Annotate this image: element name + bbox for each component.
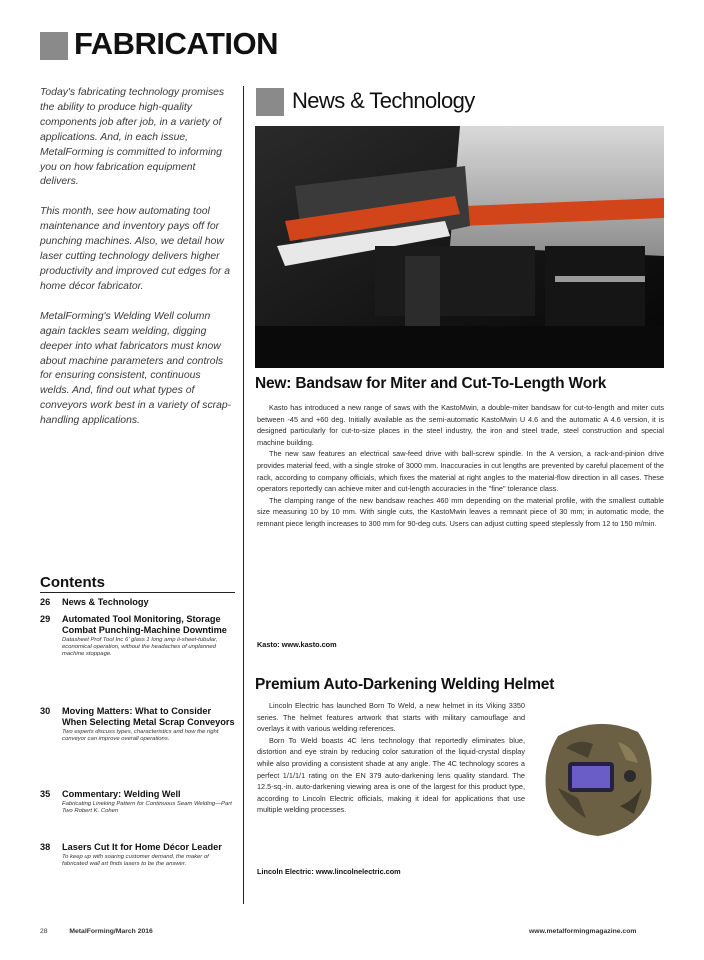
bandsaw-photo bbox=[255, 126, 664, 368]
contents-page-number: 38 bbox=[40, 842, 51, 852]
article2-paragraph-1: Lincoln Electric has launched Born To Weld, a new helmet in its Viking 3350 series. The helmet features artwork that starts with military camouflage and overlays it with various welding references. bbox=[257, 701, 525, 734]
contents-item-title: Moving Matters: What to Consider When Selecting Metal Scrap Conveyors bbox=[62, 706, 235, 727]
contents-item[interactable] bbox=[40, 614, 235, 659]
contents-item-desc: Two experts discuss types, characteristics and how the right conveyor can improve overall operations. bbox=[62, 729, 219, 743]
footer-magazine: MetalForming/March 2016 bbox=[69, 928, 153, 935]
intro-paragraph-1: Today's fabricating technology promises the ability to produce high-quality components job after job, in a variety of applications. And, in each issue, MetalForming is committed to informing you on how fabrication equipment delivers. bbox=[40, 87, 225, 188]
footer-url[interactable]: www.metalformingmagazine.com bbox=[529, 928, 637, 935]
section-marker bbox=[40, 32, 68, 60]
contents-item[interactable] bbox=[40, 597, 235, 608]
contents-page-number: 29 bbox=[40, 614, 51, 624]
contents-item-desc: Fabricating Lineking Pattern for Continuous Seam Welding—Part Two Robert K. Cohen bbox=[62, 801, 232, 815]
contents-page-number: 35 bbox=[40, 789, 51, 799]
article1-paragraph-3: The clamping range of the new bandsaw reaches 460 mm depending on the material profile, with the smallest cuttable size measuring 10 by 10 mm. With single cuts, the KastoMwin leaves a remnant piece of 30 mm; in automatic mode, the remnant piece length increases to 300 mm for 90-deg cuts. Users can adjust cutting speed steplessly from 12 to 150 m/min. bbox=[257, 495, 664, 528]
article2-title: Premium Auto-Darkening Welding Helmet bbox=[255, 676, 555, 693]
section-title: FABRICATION bbox=[74, 26, 279, 61]
footer-left bbox=[40, 928, 153, 935]
contents-item[interactable] bbox=[40, 842, 235, 868]
article1-body bbox=[257, 402, 664, 530]
intro-paragraph-2: This month, see how automating tool maintenance and inventory pays off for punching machines. Also, we detail how laser cutting technology delivers higher productivity and improved cut edges for a home décor fabricator. bbox=[40, 206, 231, 292]
article2-paragraph-2: Born To Weld boasts 4C lens technology that reportedly eliminates blue, distortion and eye strain by reducing color saturation of the liquid-crystal display while also providing a consistent shade at any angle. The 4C technology scores a perfect 1/1/1/1 rating on the EN 379 auto-darkening lens quality standard. The 12.5-sq.-in. auto-darkening viewing area is one of the largest for this product type, according to Lincoln Electric officials, making it ideal for applications that use multiple welding processes. bbox=[257, 735, 525, 815]
intro-text bbox=[40, 86, 232, 444]
contents-rule bbox=[40, 592, 235, 593]
news-header-title: News & Technology bbox=[292, 88, 475, 113]
contents-title: Contents bbox=[40, 574, 105, 591]
welding-helmet-photo bbox=[538, 718, 660, 838]
contents-item[interactable] bbox=[40, 706, 235, 743]
news-header-marker bbox=[256, 88, 284, 116]
article1-paragraph-1: Kasto has introduced a new range of saws with the KastoMwin, a double-miter bandsaw for cut-to-length and miter cuts between -45 and +60 deg. Initially available as the semi-automatic KastoMwin U 4.6 and the automatic A 4.6 version, it is designed particularly for cut-to-size places in the steel industry, the iron and steel trade, steel construction and special machine building. bbox=[257, 403, 664, 447]
article2-credit: Lincoln Electric: www.lincolnelectric.com bbox=[257, 867, 401, 876]
contents-item-title: Commentary: Welding Well bbox=[62, 789, 181, 799]
contents-item-title: Automated Tool Monitoring, Storage Combat Punching-Machine Downtime bbox=[62, 614, 227, 635]
footer-page-number: 28 bbox=[40, 928, 48, 935]
article1-credit: Kasto: www.kasto.com bbox=[257, 640, 337, 649]
contents-page-number: 30 bbox=[40, 706, 51, 716]
contents-item-desc: Datasheet Prof Tool Inc 6' glass 1 long amp ii-sheet-tubular, economical operation, without the headaches of unplanned machine stoppage. bbox=[62, 637, 218, 658]
contents-item-desc: To keep up with soaring customer demand, the maker of fabricated wall art finds lasers to be the answer. bbox=[62, 854, 209, 868]
contents-item[interactable] bbox=[40, 789, 235, 815]
contents-item-title: Lasers Cut It for Home Décor Leader bbox=[62, 842, 222, 852]
intro-paragraph-3: MetalForming's Welding Well column again tackles seam welding, digging deeper into what fabricators must know about machine parameters and controls for ensuring consistent, continuous welds. And, find out what types of conveyors work best in a variety of scrap-handling applications. bbox=[40, 310, 232, 427]
contents-item-title: News & Technology bbox=[62, 597, 149, 607]
contents-page-number: 26 bbox=[40, 597, 51, 607]
article2-body bbox=[257, 700, 525, 816]
article1-paragraph-2: The new saw features an electrical saw-feed drive with ball-screw spindle. In the A version, a rack-and-pinion drive provides material feed, with a single stroke of 3000 mm. Inaccuracies in cut lengths are prevented by careful placement of the rack, according to company officials, which fixes the material at right angles to the material-flow direction in all cases. These operators reportedly can achieve miter and cut-length accuracies in the "fine" tolerance class. bbox=[257, 449, 664, 494]
column-divider bbox=[243, 86, 244, 904]
article1-title: New: Bandsaw for Miter and Cut-To-Length Work bbox=[255, 375, 607, 392]
